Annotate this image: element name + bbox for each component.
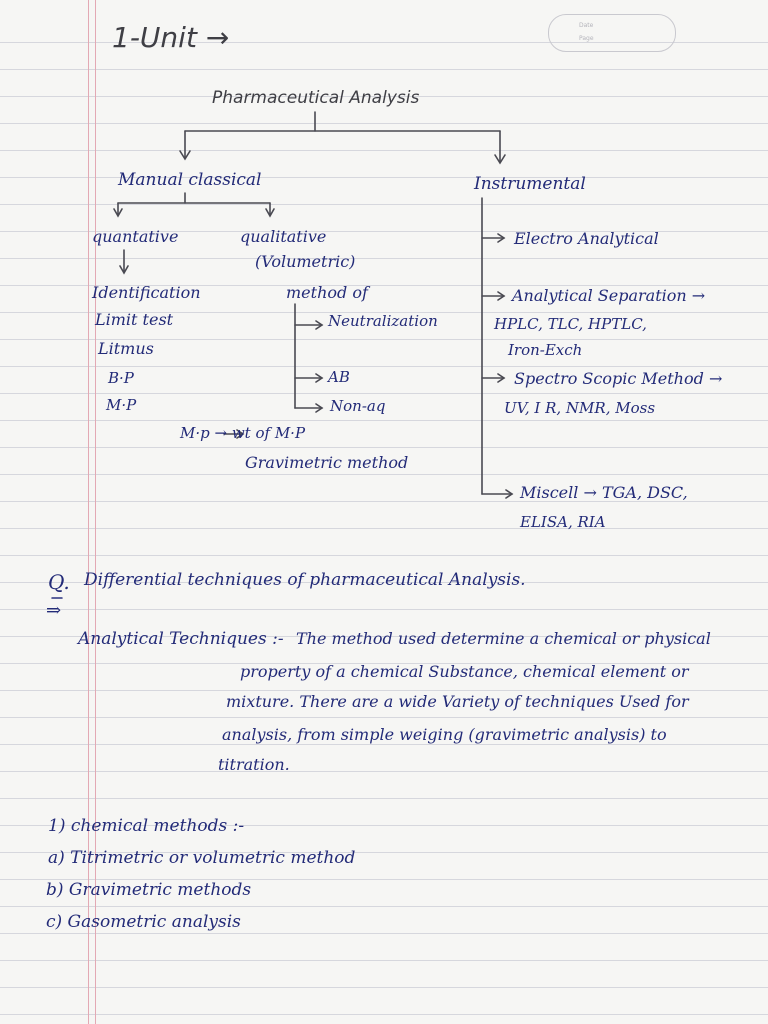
manual-classical-label: Manual classical <box>118 170 262 190</box>
definition-line: The method used determine a chemical or physical <box>296 629 711 648</box>
stamp-page-label: Page <box>579 35 594 42</box>
method-list-item: a) Titrimetric or volumetric method <box>48 848 356 868</box>
definition-line: analysis, from simple weiging (gravimetric analysis) to <box>222 725 667 744</box>
unit-title: 1-Unit → <box>112 21 230 54</box>
question-marker: Q. <box>48 570 70 594</box>
instrumental-label: Instrumental <box>474 174 586 194</box>
instrumental-branch-label: Miscell → TGA, DSC, <box>520 483 688 502</box>
methods-heading: 1) chemical methods :- <box>48 816 245 836</box>
stamp-date-label: Date <box>579 22 594 29</box>
quant-item: M·P <box>106 396 137 414</box>
instrumental-branch-detail: HPLC, TLC, HPTLC, <box>494 315 647 333</box>
method-item: Non-aq <box>330 397 386 415</box>
mp-note: M·p → wt of M·P <box>180 424 306 442</box>
method-of-label: method of <box>286 283 368 302</box>
quantitative-label: quantative <box>92 227 179 246</box>
qualitative-sublabel: (Volumetric) <box>255 252 356 271</box>
method-item: Neutralization <box>328 312 438 330</box>
quant-item: B·P <box>108 369 134 387</box>
instrumental-branch-label: Electro Analytical <box>514 229 659 248</box>
definition-line: titration. <box>218 755 290 774</box>
instrumental-branch-label: Spectro Scopic Method → <box>514 369 723 388</box>
instrumental-branch-detail: ELISA, RIA <box>520 513 606 531</box>
diagram-root: Pharmaceutical Analysis <box>212 88 420 108</box>
method-item: AB <box>328 368 350 386</box>
method-list-item: b) Gravimetric methods <box>46 880 252 900</box>
quant-item: Limit test <box>95 310 174 329</box>
instrumental-branch-label: Analytical Separation → <box>512 286 706 305</box>
qualitative-label: qualitative <box>240 227 327 246</box>
method-list-item: c) Gasometric analysis <box>46 912 241 932</box>
quant-item: Identification <box>92 283 201 302</box>
answer-arrow: ⇒ <box>46 600 62 621</box>
definition-term: Analytical Techniques :- <box>78 629 284 649</box>
instrumental-branch-detail: Iron-Exch <box>508 341 583 359</box>
question-text: Differential techniques of pharmaceutical Analysis. <box>84 570 526 590</box>
definition-line: mixture. There are a wide Variety of techniques Used for <box>226 692 689 711</box>
gravimetric-label: Gravimetric method <box>245 453 409 472</box>
instrumental-branch-detail: UV, I R, NMR, Moss <box>504 399 656 417</box>
quant-item: Litmus <box>98 339 154 358</box>
definition-line: property of a chemical Substance, chemical element or <box>240 662 689 681</box>
